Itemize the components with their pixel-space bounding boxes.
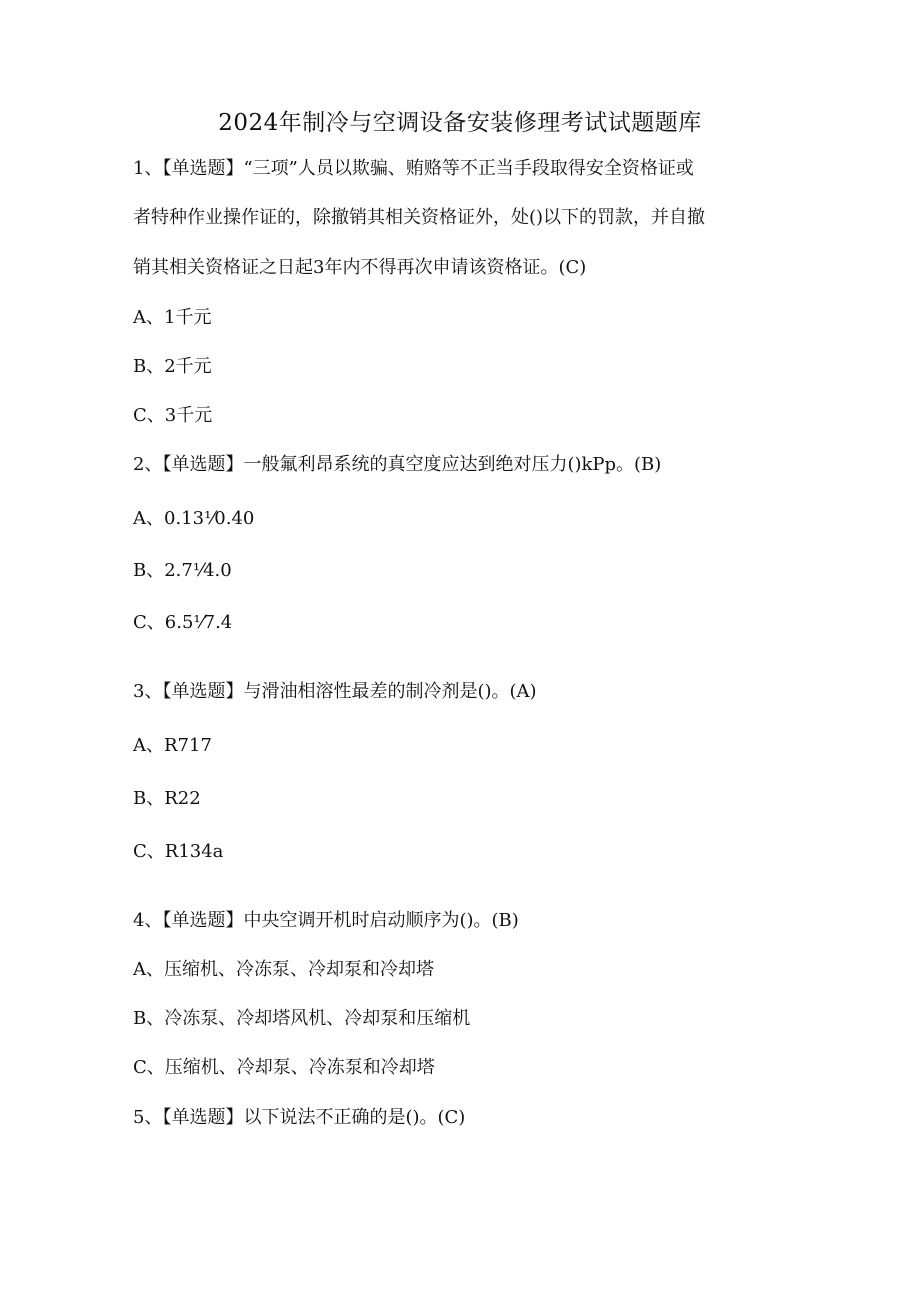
question-1-line-2: 者特种作业操作证的，除撤销其相关资格证外，处()以下的罚款，并自撤 [133, 207, 706, 228]
question-4-option-b: B、冷冻泵、冷却塔风机、冷却泵和压缩机 [133, 1008, 471, 1029]
question-4-option-a: A、压缩机、冷冻泵、冷却泵和冷却塔 [133, 959, 434, 980]
question-3-option-c: C、R134a [133, 841, 224, 862]
page-title: 2024年制冷与空调设备安装修理考试试题题库 [218, 110, 702, 136]
question-2-option-c: C、6.5⅟7.4 [133, 612, 233, 633]
question-2-option-b: B、2.7⅟4.0 [133, 560, 232, 581]
question-2-line-1: 2、【单选题】一般氟利昂系统的真空度应达到绝对压力()kPp。(B) [133, 454, 662, 475]
question-3-option-a: A、R717 [133, 735, 212, 756]
question-1-option-a: A、1千元 [133, 307, 212, 328]
question-1-option-b: B、2千元 [133, 356, 212, 377]
question-3-option-b: B、R22 [133, 788, 201, 809]
question-4-option-c: C、压缩机、冷却泵、冷冻泵和冷却塔 [133, 1057, 435, 1078]
question-3-line-1: 3、【单选题】与滑油相溶性最差的制冷剂是()。(A) [133, 681, 537, 702]
question-4-line-1: 4、【单选题】中央空调开机时启动顺序为()。(B) [133, 910, 519, 931]
question-1-line-3: 销其相关资格证之日起3年内不得再次申请该资格证。(C) [133, 257, 587, 278]
question-1-option-c: C、3千元 [133, 405, 213, 426]
question-5-line-1: 5、【单选题】以下说法不正确的是()。(C) [133, 1107, 466, 1128]
question-2-option-a: A、0.13⅟0.40 [133, 508, 255, 529]
question-1-line-1: 1、【单选题】“三项”人员以欺骗、贿赂等不正当手段取得安全资格证或 [133, 158, 694, 179]
